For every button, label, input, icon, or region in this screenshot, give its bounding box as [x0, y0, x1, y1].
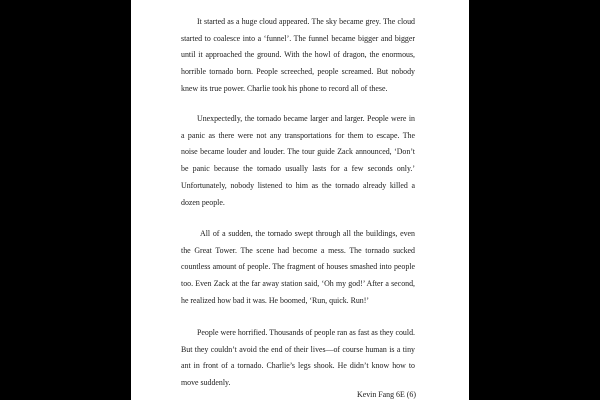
paragraph-2: Unexpectedly, the tornado became larger and larger. People were in a panic as there were not any transportations for them to escape. The noise became louder and louder. The tour guide Zack announced, ‘Don’t be panic because the tornado usually lasts for a few seconds only.’ Unfortunately, nobody listened to him as the tornado already killed a dozen people.: [181, 114, 415, 207]
paragraph-3: All of a sudden, the tornado swept through all the buildings, even the Great Tower. The scene had become a mess. The tornado sucked countless amount of people. The fragment of houses smashed into people too. Even Zack at the far away station said, ‘Oh my god!’ After a second, he realized how bad it was. He boomed, ‘Run, quick. Run!’: [181, 229, 415, 305]
paragraph-4: People were horrified. Thousands of people ran as fast as they could. But they couldn’t avoid the end of their lives—of course human is a tiny ant in front of a tornado. Charlie’s legs shook. He didn’t know how to move suddenly.: [181, 328, 415, 388]
author-signature: Kevin Fang 6E (6): [357, 390, 416, 399]
document-page: [131, 0, 469, 400]
paragraph-1: It started as a huge cloud appeared. The sky became grey. The cloud started to coalesce into a ‘funnel’. The funnel became bigger and bigger until it approached the ground. With the howl of dragon, the enormous, horrible tornado born. People screeched, people screamed. But nobody knew its true power. Charlie took his phone to record all of these.: [181, 17, 415, 93]
